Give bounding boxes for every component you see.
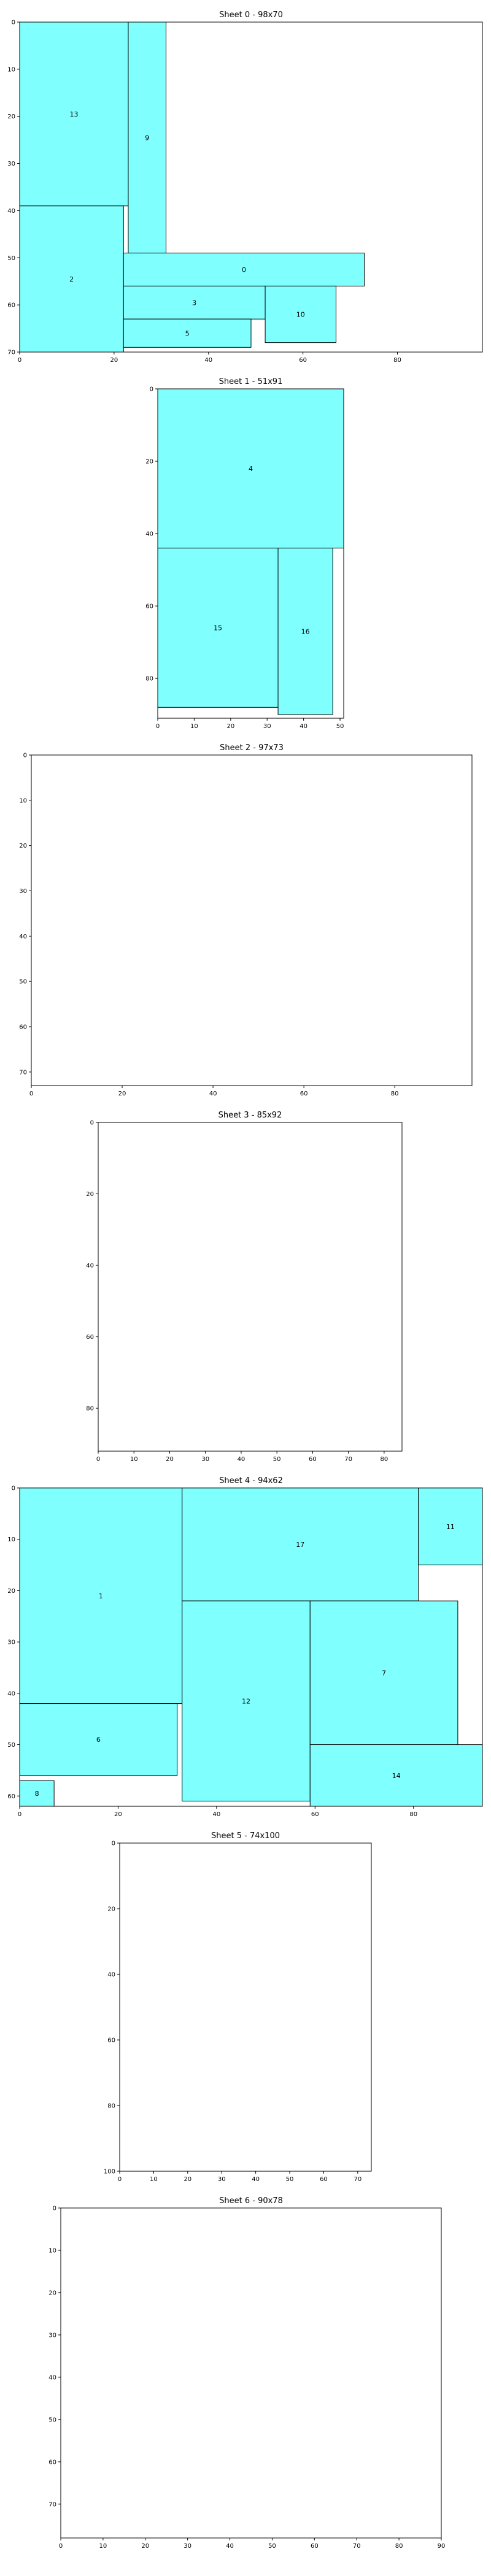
sheet-6 — [48, 2196, 445, 2550]
x-tick-label: 20 — [226, 723, 235, 730]
x-tick-label: 80 — [393, 357, 401, 364]
x-tick-label: 60 — [309, 1456, 317, 1463]
y-tick-label: 70 — [19, 1069, 27, 1076]
x-tick-label: 20 — [141, 2543, 150, 2550]
y-tick-label: 40 — [48, 2374, 56, 2382]
sheet-title: Sheet 3 - 85x92 — [218, 1111, 282, 1120]
piece-label-16: 16 — [301, 627, 310, 636]
axes-frame — [31, 755, 472, 1086]
y-tick-label: 100 — [103, 2168, 115, 2175]
x-tick-label: 30 — [263, 723, 271, 730]
y-tick-label: 0 — [11, 19, 15, 26]
piece-label-12: 12 — [241, 1697, 250, 1706]
y-tick-label: 60 — [48, 2459, 56, 2466]
y-tick-label: 60 — [7, 302, 15, 309]
x-tick-label: 40 — [212, 1811, 221, 1818]
y-tick-label: 40 — [7, 1690, 15, 1698]
piece-label-5: 5 — [185, 329, 190, 338]
x-tick-label: 20 — [110, 357, 118, 364]
y-tick-label: 20 — [19, 843, 27, 850]
x-tick-label: 10 — [190, 723, 198, 730]
piece-label-3: 3 — [192, 299, 197, 307]
x-tick-label: 0 — [117, 2176, 122, 2183]
y-tick-label: 50 — [7, 255, 15, 262]
axes-frame — [98, 1122, 402, 1451]
piece-label-7: 7 — [382, 1669, 387, 1677]
x-tick-label: 20 — [184, 2176, 192, 2183]
x-tick-label: 10 — [150, 2176, 158, 2183]
y-tick-label: 0 — [11, 1485, 15, 1492]
x-tick-label: 60 — [311, 1811, 319, 1818]
piece-label-15: 15 — [214, 624, 223, 632]
x-tick-label: 60 — [320, 2176, 328, 2183]
piece-label-17: 17 — [296, 1541, 305, 1549]
y-tick-label: 20 — [145, 458, 153, 466]
y-tick-label: 30 — [19, 888, 27, 895]
sheet-title: Sheet 0 - 98x70 — [219, 10, 283, 20]
y-tick-label: 60 — [86, 1334, 94, 1341]
x-tick-label: 20 — [118, 1091, 126, 1097]
y-tick-label: 0 — [90, 1119, 94, 1127]
y-tick-label: 20 — [7, 1587, 15, 1595]
y-tick-label: 0 — [23, 752, 27, 759]
x-tick-label: 0 — [58, 2543, 63, 2550]
y-tick-label: 0 — [149, 386, 153, 393]
sheet-title: Sheet 6 - 90x78 — [219, 2196, 283, 2206]
y-tick-label: 70 — [7, 349, 15, 356]
x-tick-label: 10 — [130, 1456, 138, 1463]
y-tick-label: 80 — [145, 675, 153, 683]
sheet-title: Sheet 1 - 51x91 — [218, 377, 283, 386]
y-tick-label: 50 — [7, 1742, 15, 1749]
piece-label-14: 14 — [392, 1771, 401, 1780]
sheet-2 — [19, 743, 472, 1097]
x-tick-label: 60 — [310, 2543, 319, 2550]
x-tick-label: 80 — [409, 1811, 418, 1818]
x-tick-label: 0 — [29, 1091, 34, 1097]
y-tick-label: 50 — [48, 2417, 56, 2424]
piece-label-0: 0 — [241, 266, 246, 274]
piece-label-6: 6 — [96, 1736, 101, 1744]
x-tick-label: 80 — [395, 2543, 403, 2550]
y-tick-label: 20 — [48, 2290, 56, 2297]
y-tick-label: 10 — [48, 2247, 56, 2255]
piece-label-4: 4 — [249, 464, 253, 473]
x-tick-label: 80 — [390, 1091, 399, 1097]
y-tick-label: 20 — [107, 1906, 115, 1913]
y-tick-label: 60 — [19, 1024, 27, 1031]
y-tick-label: 0 — [111, 1840, 115, 1847]
piece-label-11: 11 — [446, 1522, 455, 1531]
x-tick-label: 10 — [99, 2543, 107, 2550]
piece-label-2: 2 — [69, 275, 74, 283]
sheet-3 — [86, 1111, 402, 1463]
y-tick-label: 60 — [145, 603, 153, 610]
piece-label-8: 8 — [34, 1790, 39, 1798]
x-tick-label: 20 — [166, 1456, 174, 1463]
x-tick-label: 50 — [268, 2543, 276, 2550]
sheet-title: Sheet 4 - 94x62 — [219, 1476, 283, 1485]
x-tick-label: 40 — [300, 723, 308, 730]
x-tick-label: 70 — [344, 1456, 353, 1463]
axes-frame — [61, 2208, 441, 2538]
y-tick-label: 10 — [7, 1536, 15, 1544]
y-tick-label: 70 — [48, 2501, 56, 2509]
x-tick-label: 0 — [96, 1456, 101, 1463]
y-tick-label: 10 — [7, 66, 15, 74]
y-tick-label: 30 — [7, 161, 15, 168]
x-tick-label: 40 — [237, 1456, 246, 1463]
y-tick-label: 40 — [145, 531, 153, 538]
sheet-title: Sheet 2 - 97x73 — [220, 743, 284, 753]
x-tick-label: 70 — [352, 2543, 361, 2550]
piece-label-1: 1 — [98, 1592, 103, 1600]
y-tick-label: 40 — [19, 933, 27, 940]
x-tick-label: 60 — [299, 357, 307, 364]
y-tick-label: 30 — [7, 1639, 15, 1646]
x-tick-label: 20 — [114, 1811, 122, 1818]
x-tick-label: 60 — [300, 1091, 308, 1097]
y-tick-label: 40 — [86, 1262, 94, 1270]
y-tick-label: 40 — [107, 1971, 115, 1979]
x-tick-label: 50 — [273, 1456, 281, 1463]
y-tick-label: 80 — [86, 1405, 94, 1413]
sheet-1 — [145, 377, 344, 730]
x-tick-label: 80 — [380, 1456, 389, 1463]
x-tick-label: 40 — [252, 2176, 260, 2183]
y-tick-label: 30 — [48, 2332, 56, 2339]
x-tick-label: 30 — [184, 2543, 192, 2550]
x-tick-label: 30 — [217, 2176, 226, 2183]
axes-frame — [120, 1843, 371, 2171]
piece-label-9: 9 — [145, 134, 150, 142]
y-tick-label: 40 — [7, 207, 15, 215]
y-tick-label: 80 — [107, 2103, 115, 2110]
x-tick-label: 40 — [209, 1091, 217, 1097]
y-tick-label: 60 — [7, 1793, 15, 1800]
y-tick-label: 0 — [52, 2205, 56, 2212]
piece-label-10: 10 — [296, 310, 305, 319]
y-tick-label: 60 — [107, 2037, 115, 2044]
y-tick-label: 20 — [7, 113, 15, 121]
x-tick-label: 70 — [354, 2176, 362, 2183]
sheet-0 — [7, 10, 482, 364]
sheet-title: Sheet 5 - 74x100 — [211, 1831, 280, 1841]
x-tick-label: 0 — [17, 357, 22, 364]
sheet-4 — [7, 1476, 482, 1818]
piece-label-13: 13 — [69, 110, 79, 118]
x-tick-label: 50 — [285, 2176, 294, 2183]
x-tick-label: 50 — [336, 723, 344, 730]
x-tick-label: 30 — [201, 1456, 210, 1463]
y-tick-label: 20 — [86, 1191, 94, 1198]
y-tick-label: 10 — [19, 797, 27, 805]
x-tick-label: 90 — [437, 2543, 446, 2550]
x-tick-label: 40 — [204, 357, 213, 364]
x-tick-label: 0 — [17, 1811, 22, 1818]
x-tick-label: 40 — [226, 2543, 234, 2550]
x-tick-label: 0 — [155, 723, 160, 730]
sheet-5 — [104, 1831, 371, 2183]
y-tick-label: 50 — [19, 978, 27, 986]
